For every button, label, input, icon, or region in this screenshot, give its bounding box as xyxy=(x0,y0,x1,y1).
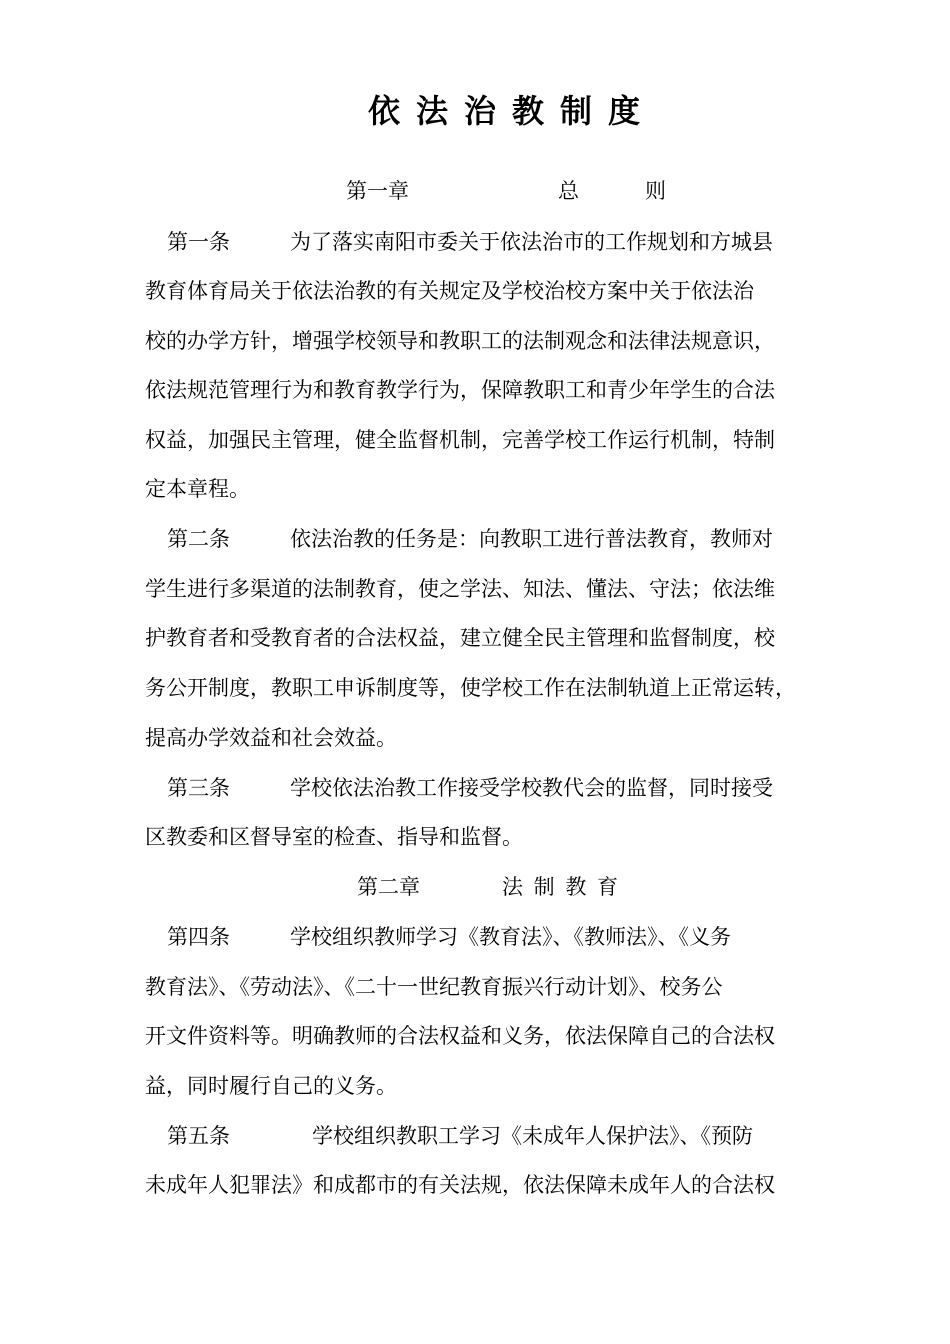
article-label: 第二条 xyxy=(167,527,230,551)
article-line: 学校依法治教工作接受学校教代会的监督，同时接受 xyxy=(290,776,773,800)
chapter-heading xyxy=(0,176,950,206)
chapter-name: 法 制 教 育 xyxy=(502,875,621,899)
article-label: 第四条 xyxy=(167,925,230,949)
article-line: 学生进行多渠道的法制教育，使之学法、知法、懂法、守法；依法维 xyxy=(145,577,775,601)
article-line: 区教委和区督导室的检查、指导和监督。 xyxy=(145,825,523,849)
article-line: 教育法》、《劳动法》、《二十一世纪教育振兴行动计划》、校务公 xyxy=(145,975,723,999)
article-line: 依法治教的任务是：向教职工进行普法教育，教师对 xyxy=(290,527,773,551)
article-line: 益，同时履行自己的义务。 xyxy=(145,1074,397,1098)
article-line: 权益，加强民主管理，健全监督机制，完善学校工作运行机制，特制 xyxy=(145,428,775,452)
article-line: 未成年人犯罪法》和成都市的有关法规，依法保障未成年人的合法权 xyxy=(145,1173,775,1197)
article-line: 提高办学效益和社会效益。 xyxy=(145,726,397,750)
article-label: 第五条 xyxy=(167,1124,230,1148)
article-line: 校的办学方针，增强学校领导和教职工的法制观念和法律法规意识， xyxy=(145,329,775,353)
article-line: 学校组织教职工学习《未成年人保护法》、《预防 xyxy=(312,1124,753,1148)
article-line: 护教育者和受教育者的合法权益，建立健全民主管理和监督制度，校 xyxy=(145,626,775,650)
article-line: 开文件资料等。明确教师的合法权益和义务，依法保障自己的合法权 xyxy=(145,1024,775,1048)
article-label: 第三条 xyxy=(167,776,230,800)
article-line: 务公开制度，教职工申诉制度等，使学校工作在法制轨道上正常运转， xyxy=(145,676,796,700)
chapter-number: 第一章 xyxy=(346,179,409,203)
article-line: 定本章程。 xyxy=(145,477,250,501)
article-line: 为了落实南阳市委关于依法治市的工作规划和方城县 xyxy=(290,230,773,254)
article-line: 教育体育局关于依法治教的有关规定及学校治校方案中关于依法治 xyxy=(145,279,754,303)
article-label: 第一条 xyxy=(167,230,230,254)
chapter-number: 第二章 xyxy=(357,875,420,899)
document-title: 依法治教制度 xyxy=(367,92,656,130)
article-line: 依法规范管理行为和教育教学行为，保障教职工和青少年学生的合法 xyxy=(145,378,775,402)
article-line: 学校组织教师学习《教育法》、《教师法》、《义务 xyxy=(290,925,731,949)
chapter-heading xyxy=(0,872,950,902)
chapter-name: 总 则 xyxy=(558,179,674,203)
